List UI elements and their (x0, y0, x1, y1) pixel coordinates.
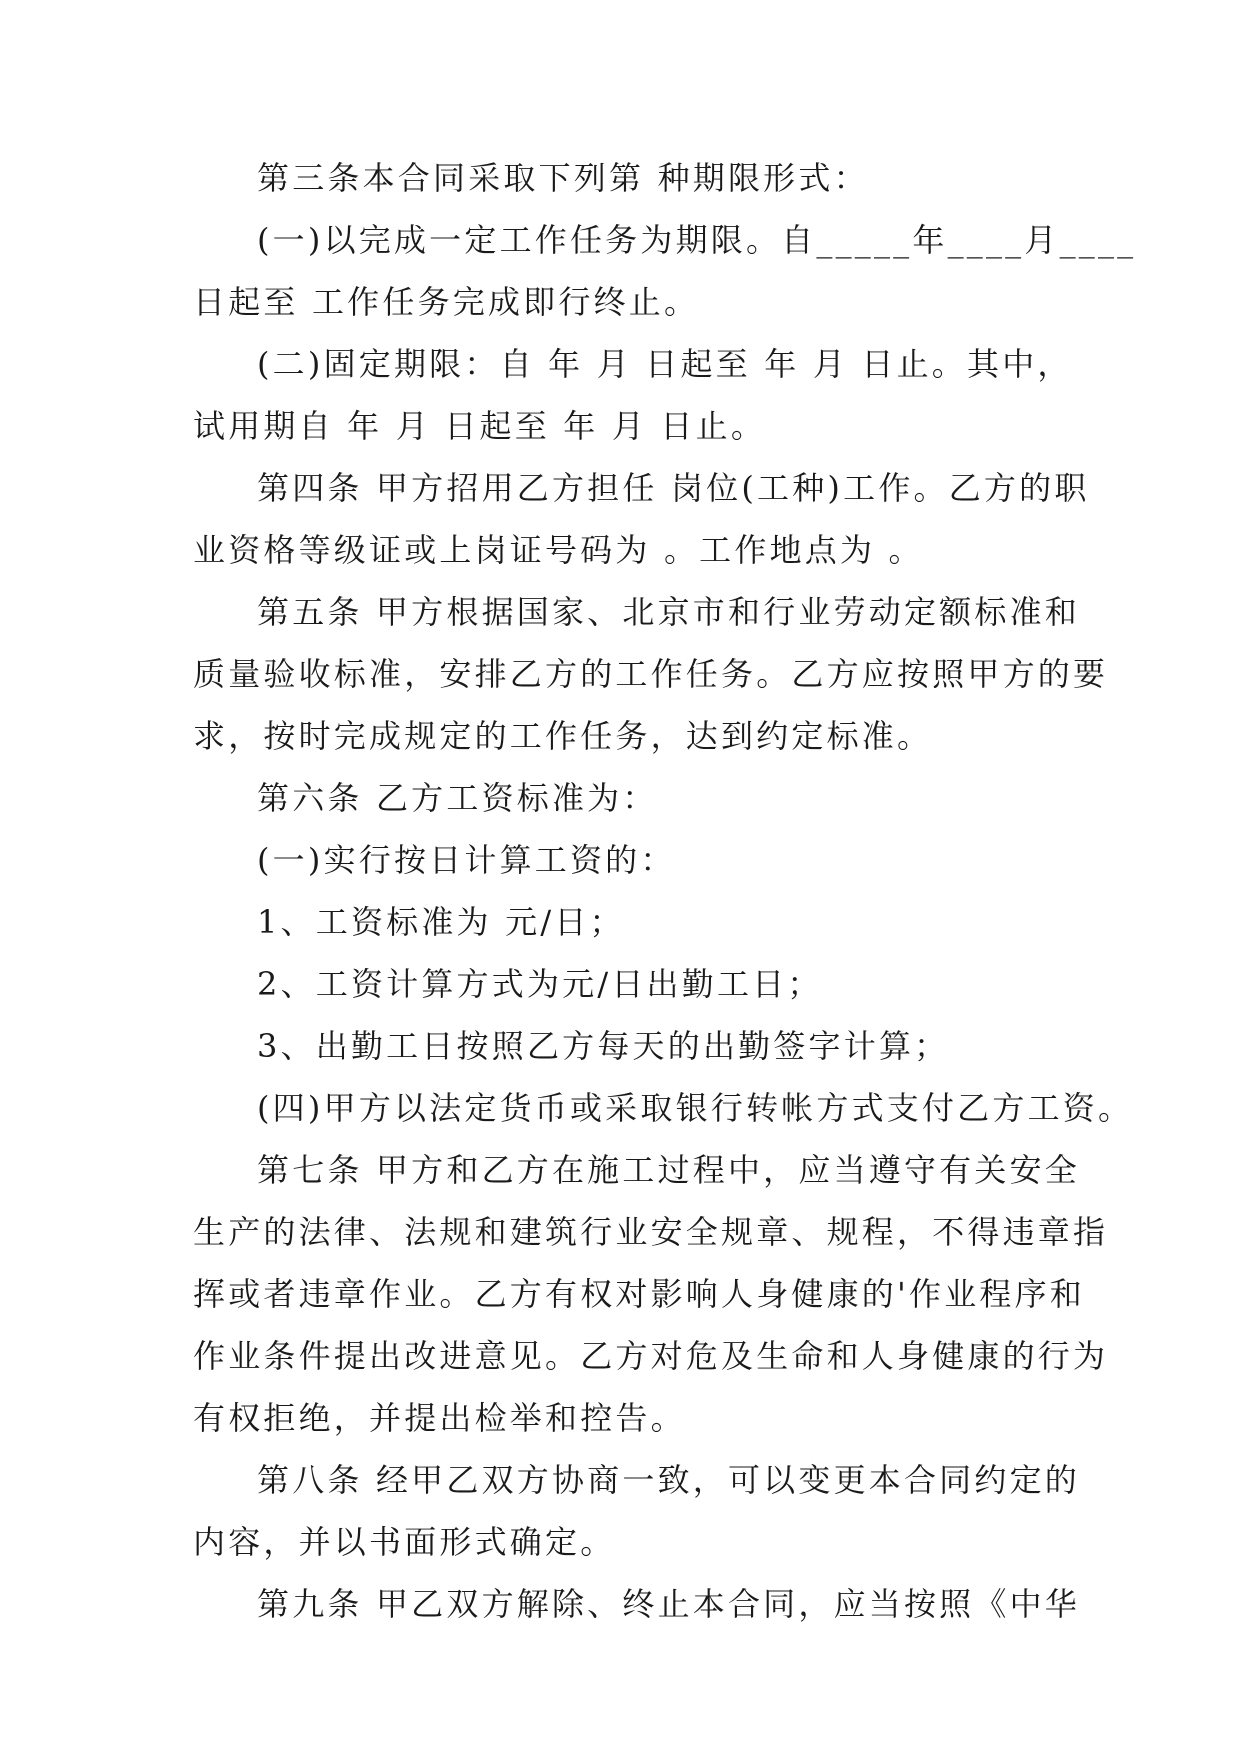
paragraph-line: 试用期自 年 月 日起至 年 月 日止。 (193, 407, 767, 445)
paragraph-line: 挥或者违章作业。乙方有权对影响人身健康的'作业程序和 (193, 1275, 1085, 1313)
paragraph-line: 作业条件提出改进意见。乙方对危及生命和人身健康的行为 (193, 1337, 1109, 1375)
paragraph-line: 日起至 工作任务完成即行终止。 (193, 283, 700, 321)
paragraph-line: 业资格等级证或上岗证号码为 。工作地点为 。 (193, 531, 924, 569)
paragraph-line: 2、工资计算方式为元/日出勤工日； (257, 965, 823, 1003)
paragraph-line: 3、出勤工日按照乙方每天的出勤签字计算； (257, 1027, 950, 1065)
paragraph-line: 第七条 甲方和乙方在施工过程中，应当遵守有关安全 (257, 1151, 1080, 1189)
paragraph-line: 质量验收标准，安排乙方的工作任务。乙方应按照甲方的要 (193, 655, 1109, 693)
paragraph-line: (二)固定期限：自 年 月 日起至 年 月 日止。其中， (257, 345, 1073, 383)
paragraph-line: (四)甲方以法定货币或采取银行转帐方式支付乙方工资。 (257, 1089, 1134, 1127)
paragraph-line: 有权拒绝，并提出检举和控告。 (193, 1399, 686, 1437)
paragraph-line: 第九条 甲乙双方解除、终止本合同，应当按照《中华 (257, 1585, 1080, 1623)
paragraph-line: 1、工资标准为 元/日； (257, 903, 625, 941)
paragraph-line: 内容，并以书面形式确定。 (193, 1523, 616, 1561)
paragraph-line: 第三条本合同采取下列第 种期限形式： (257, 159, 869, 197)
paragraph-line: 第八条 经甲乙双方协商一致，可以变更本合同约定的 (257, 1461, 1080, 1499)
paragraph-line: 求，按时完成规定的工作任务，达到约定标准。 (193, 717, 933, 755)
paragraph-line: (一)以完成一定工作任务为期限。自_____年____月____ (257, 221, 1137, 259)
paragraph-line: 第五条 甲方根据国家、北京市和行业劳动定额标准和 (257, 593, 1080, 631)
paragraph-line: 生产的法律、法规和建筑行业安全规章、规程，不得违章指 (193, 1213, 1109, 1251)
paragraph-line: (一)实行按日计算工资的： (257, 841, 676, 879)
paragraph-line: 第六条 乙方工资标准为： (257, 779, 658, 817)
paragraph-line: 第四条 甲方招用乙方担任 岗位(工种)工作。乙方的职 (257, 469, 1090, 507)
